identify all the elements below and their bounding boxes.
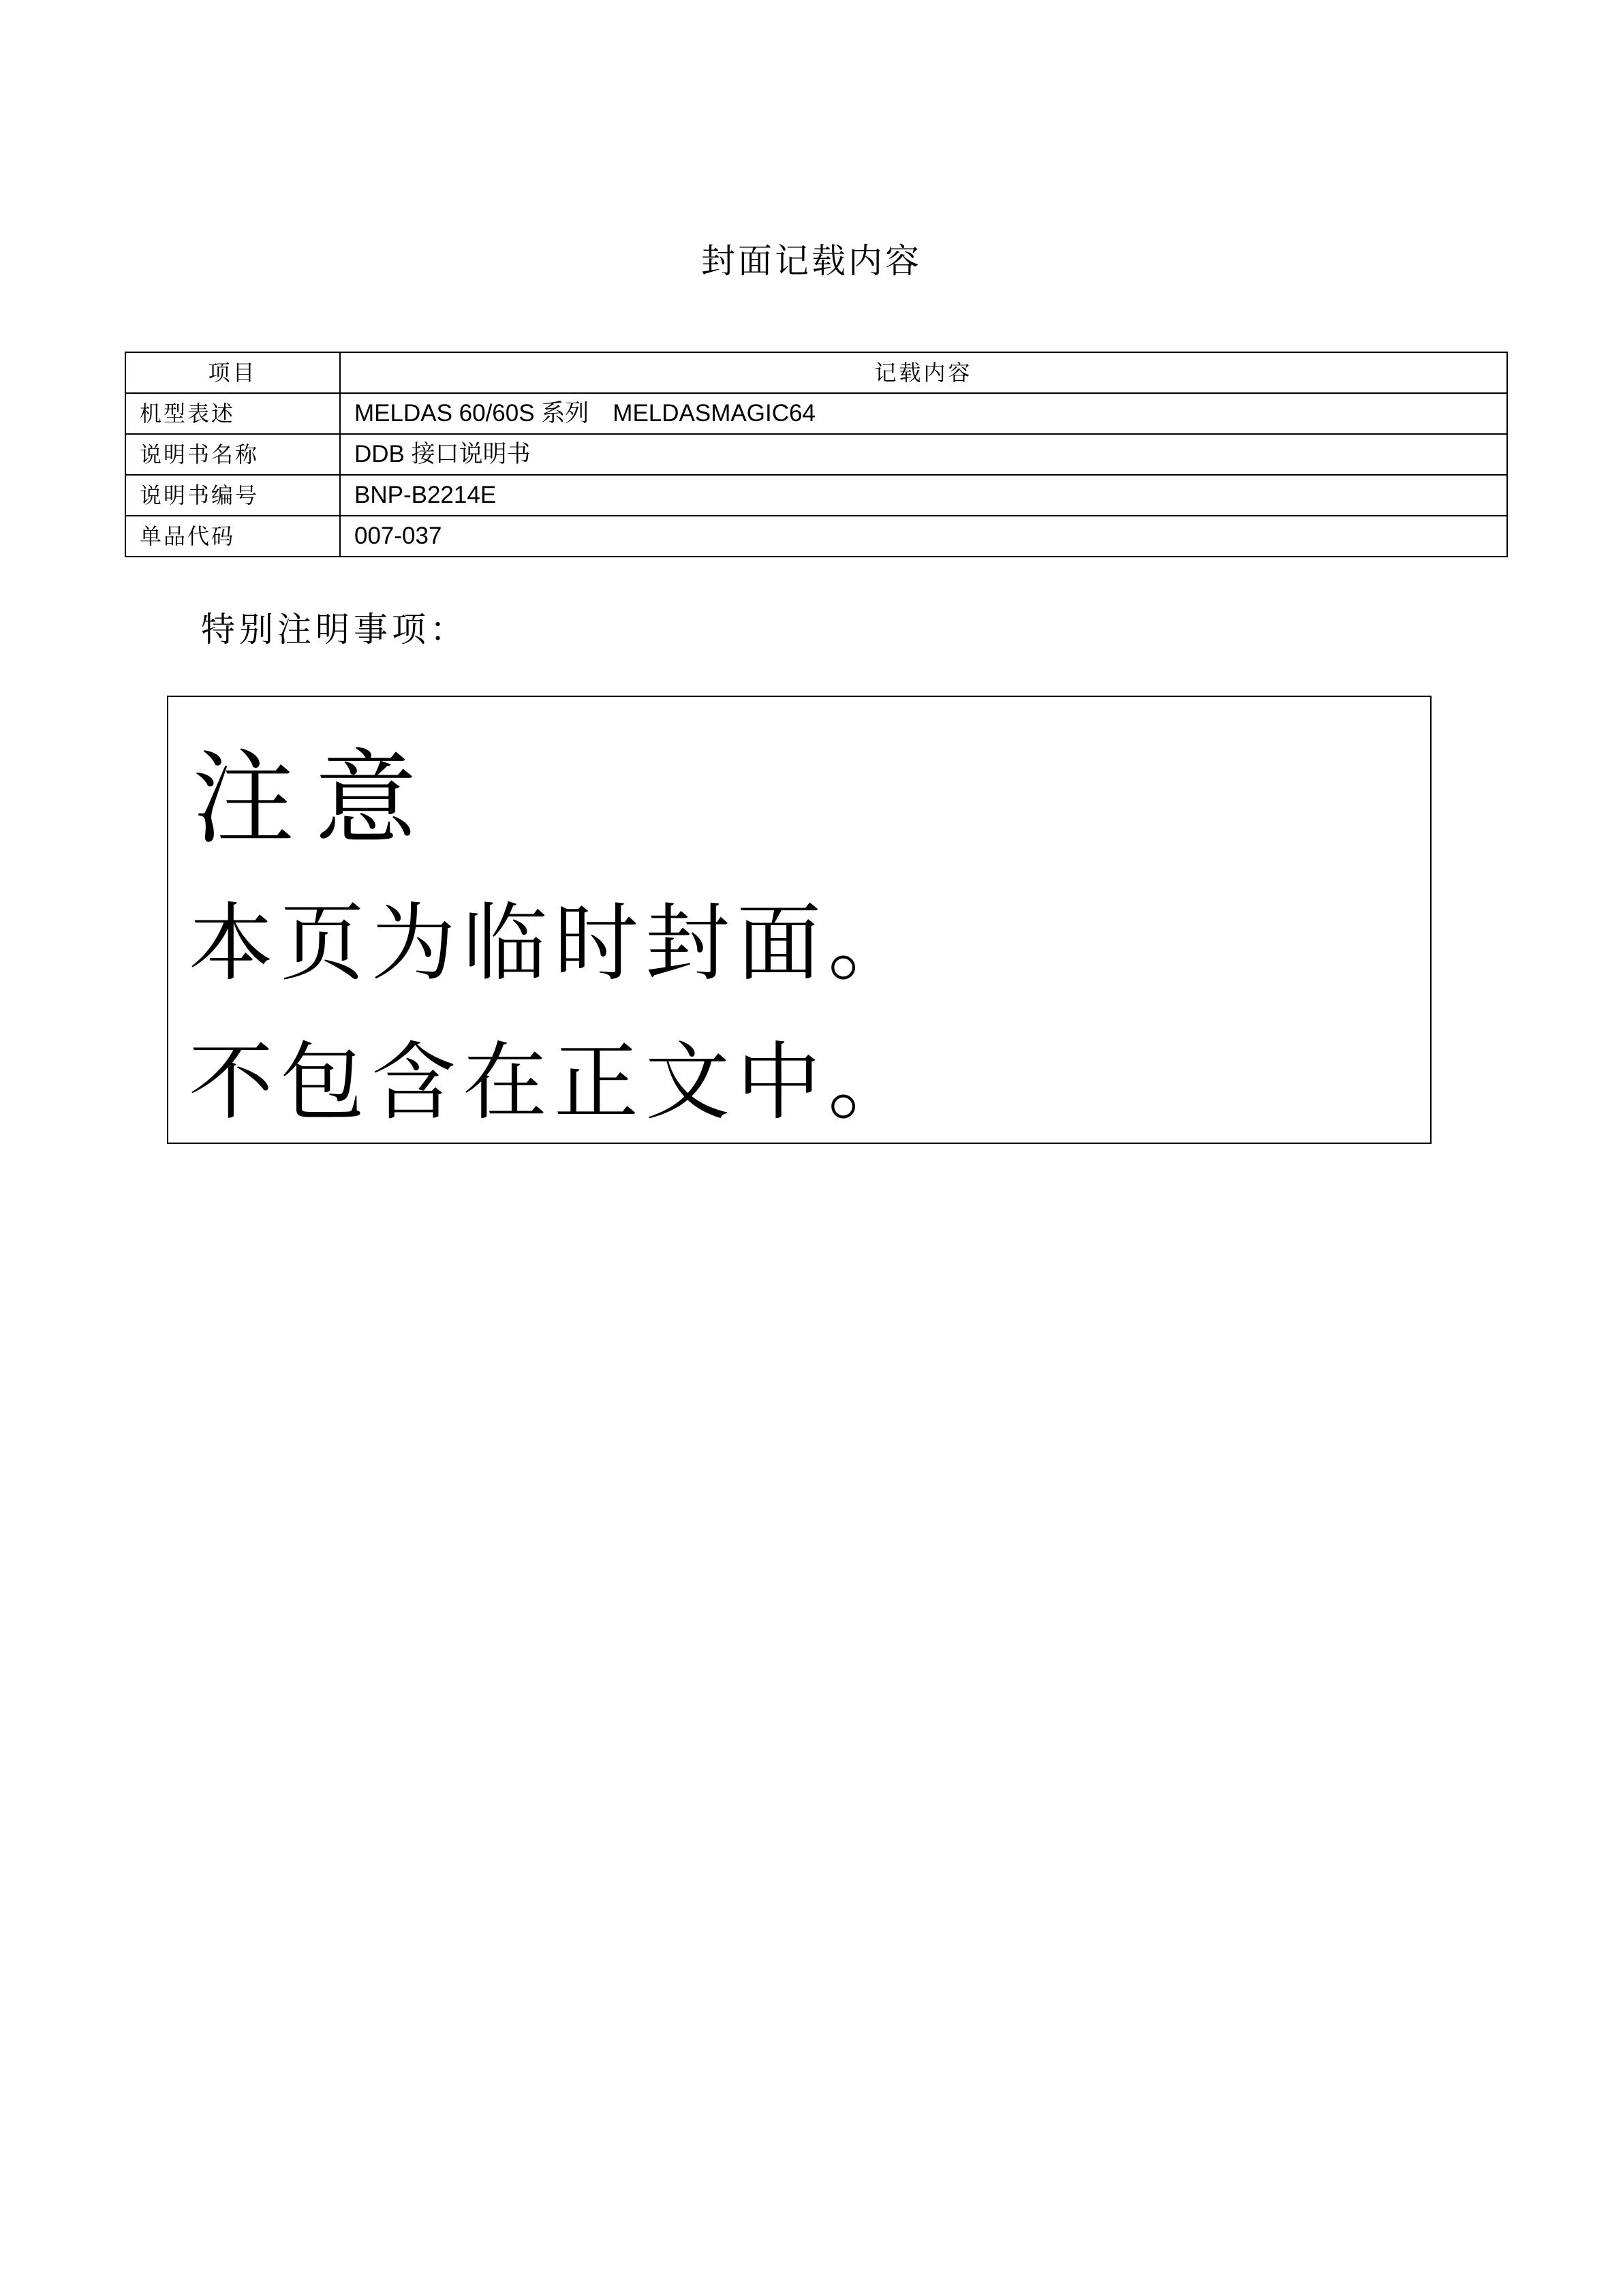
- row-value-product-code: 007-037: [340, 516, 1507, 557]
- row-label-product-code: 单品代码: [125, 516, 340, 557]
- row-value-model: MELDAS 60/60S 系列 MELDASMAGIC64: [340, 393, 1507, 434]
- table-row: [125, 475, 1507, 516]
- notice-title: 注意: [192, 740, 438, 858]
- row-label-manual-name: 说明书名称: [125, 434, 340, 475]
- row-value-manual-number: BNP-B2214E: [340, 475, 1507, 516]
- page-title: 封面记载内容: [701, 241, 922, 281]
- notice-line-not-in-body: 不包含在正文中。: [189, 1034, 920, 1132]
- row-value-manual-name: DDB 接口说明书: [340, 434, 1507, 475]
- notice-box: [167, 696, 1432, 1144]
- table-row: [125, 393, 1507, 434]
- table-row: [125, 516, 1507, 557]
- table-header-row: [125, 352, 1507, 393]
- table-row: [125, 434, 1507, 475]
- row-label-model: 机型表述: [125, 393, 340, 434]
- column-header-content: 记载内容: [340, 352, 1507, 393]
- column-header-item: 项目: [125, 352, 340, 393]
- cover-info-table: [125, 352, 1508, 557]
- notice-line-temporary-cover: 本页为临时封面。: [189, 895, 920, 993]
- notes-heading: 特别注明事项：: [201, 610, 468, 649]
- row-label-manual-number: 说明书编号: [125, 475, 340, 516]
